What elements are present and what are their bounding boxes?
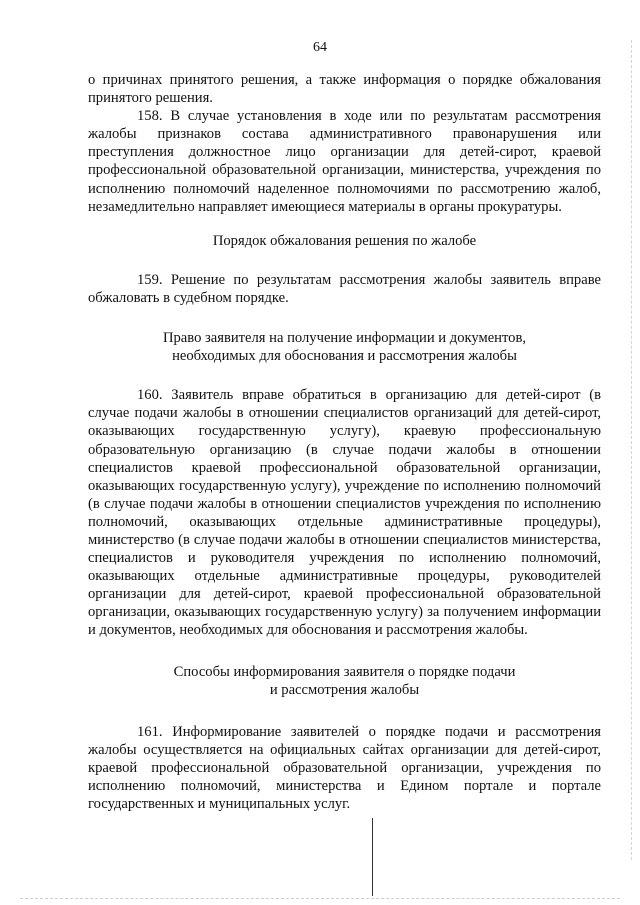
paragraph-158: 158. В случае установления в ходе или по результатам рассмотрения жалобы признаков состава административного правонарушения или преступления должностное лицо организации для детей-сирот, краевой профессиональной образовательной организации, министерства, учреждения по исполнению полномочий наделенное полномочиями по рассмотрению жалоб, незамедлительно направляет имеющиеся материалы в органы прокуратуры. — [88, 108, 601, 215]
heading-line: необходимых для обоснования и рассмотрения жалобы — [172, 348, 517, 365]
section-heading-right-to-information — [88, 329, 601, 365]
section-heading-appeal-procedure: Порядок обжалования решения по жалобе — [212, 232, 477, 249]
vertical-scan-line — [372, 818, 373, 896]
section-heading-informing-methods — [88, 663, 601, 699]
paragraph-160: 160. Заявитель вправе обратиться в организацию для детей-сирот (в случае подачи жалобы в отношении специалистов организаций для детей-сирот, оказывающих государственную услугу), краевую профессиональную образовательную организацию (в случае подачи жалобы в отношении специалистов краевой профессиональной образовательной организации, оказывающих государственную услугу), учреждение по исполнению полномочий (в случае подачи жалобы в отношении специалистов учреждения по исполнению полномочий, оказывающих отдельные административные процедуры), министерство (в случае подачи жалобы в отношении специалистов министерства, специалистов и руководителя учреждения по исполнению полномочий, оказывающих отдельные административные процедуры, руководителей организации для детей-сирот, краевой профессиональной образовательной организации, оказывающих государственную услугу) за получением информации и документов, необходимых для обоснования и рассмотрения жалобы. — [88, 387, 601, 639]
heading-line: и рассмотрения жалобы — [269, 681, 420, 698]
scan-edge-right — [630, 40, 632, 860]
paragraph-157-continuation: о причинах принятого решения, а также информация о порядке обжалования принятого решения. — [88, 72, 601, 107]
heading-line: Способы информирования заявителя о порядке подачи — [173, 663, 516, 680]
document-body — [88, 71, 601, 813]
scan-edge-bottom — [20, 897, 620, 899]
page-number: 64 — [313, 40, 327, 55]
paragraph-161: 161. Информирование заявителей о порядке подачи и рассмотрения жалобы осуществляется на официальных сайтах организации для детей-сирот, краевой профессиональной образовательной организации, учреждения по исполнению полномочий, министерства и Едином портале и портале государственных и муниципальных услуг. — [88, 723, 601, 813]
heading-line: Право заявителя на получение информации и документов, — [162, 330, 527, 347]
paragraph-159: 159. Решение по результатам рассмотрения жалобы заявитель вправе обжаловать в судебном порядке. — [88, 271, 601, 306]
